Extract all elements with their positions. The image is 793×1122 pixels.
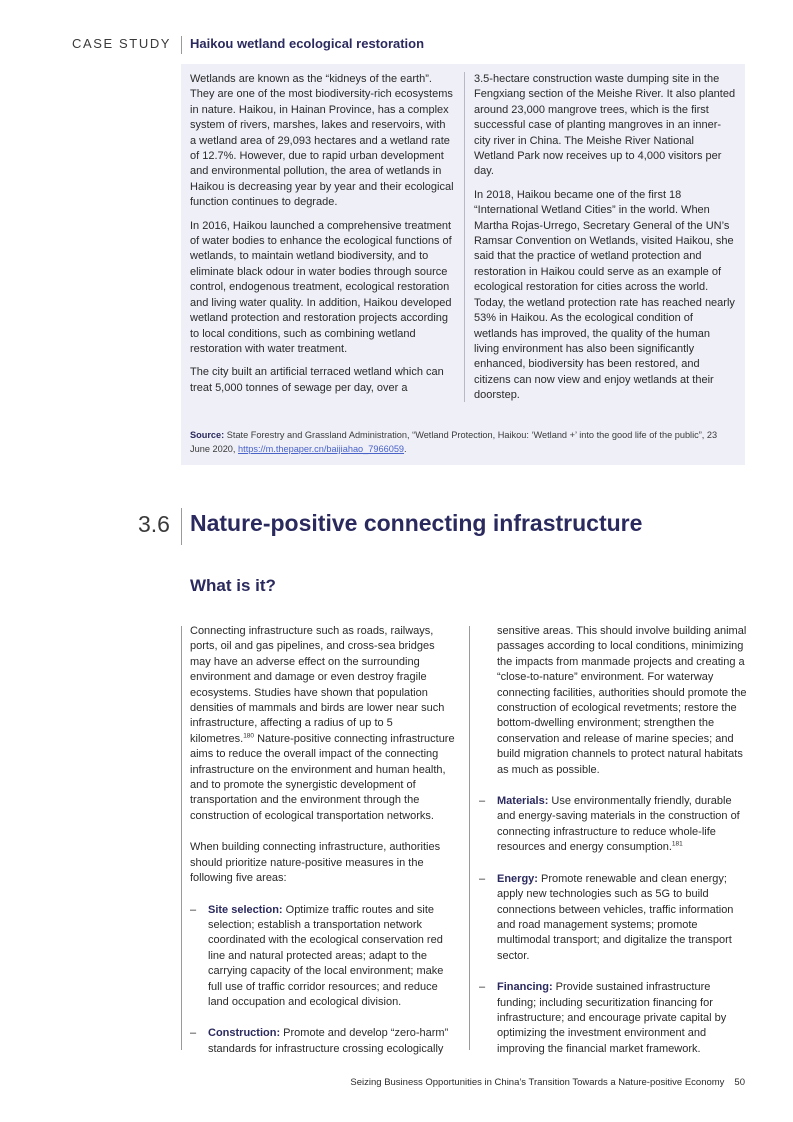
list-item-label: Materials: <box>497 795 549 808</box>
body-paragraph: When building connecting infrastructure, authorities should prioritize nature-positive measures in the following five areas: <box>190 841 441 885</box>
list-item-label: Construction: <box>208 1027 281 1040</box>
source-text: State Forestry and Grassland Administration, “Wetland Protection, Haikou: ‘Wetland +’ into the good life of the public”, 23 June 2020, <box>190 430 718 454</box>
list-item-energy <box>479 872 747 964</box>
section-subtitle: What is it? <box>190 576 276 595</box>
list-item-text: Provide sustained infrastructure funding; including securitization financing for infrastructure; and encourage private capital by optimizing the investment environment and improving the financial market framework. <box>497 981 727 1055</box>
case-study-paragraph: The city built an artificial terraced wetland which can treat 5,000 tonnes of sewage per day, over a <box>190 366 444 394</box>
page-number: 50 <box>734 1077 745 1088</box>
case-study-column-right <box>474 72 736 412</box>
dash-bullet: – <box>190 903 197 916</box>
section-number: 3.6 <box>138 511 170 537</box>
header-divider <box>181 36 182 54</box>
main-column-divider <box>469 626 470 1050</box>
case-study-column-divider <box>464 72 465 402</box>
dash-bullet: – <box>479 981 486 994</box>
main-column-right <box>479 624 747 1073</box>
list-item-financing <box>479 980 747 1057</box>
list-item-label: Financing: <box>497 981 553 994</box>
section-title: Nature-positive connecting infrastructure <box>190 510 643 536</box>
dash-bullet: – <box>190 1027 197 1040</box>
list-item-text: Use environmentally friendly, durable and energy-saving materials in the construction of connecting infrastructure to reduce whole-life resources and energy consumption. <box>497 795 740 854</box>
page-header <box>0 36 793 54</box>
case-study-paragraph: In 2018, Haikou became one of the first 18 “International Wetland Cities” in the world. When Martha Rojas-Urrego, Secretary General of the UN’s Ramsar Convention on Wetlands, visited Haikou, she said that the practice of wetland protection and restoration in Haikou could serve as an example of ecological restoration for cities across the world. Today, the wetland protection rate has reached nearly 53% in Haikou. As the ecological condition of wetlands has improved, the quality of the human living environment has also been significantly enhanced, biodiversity has been restored, and citizens can now view and enjoy wetlands at their doorstep. <box>474 188 735 402</box>
case-study-paragraph: 3.5-hectare construction waste dumping site in the Fengxiang section of the Meishe River. It also planted around 23,000 mangrove trees, which is the first successful case of planting mangroves in an inner-city river in China. The Meishe River National Wetland Park now receives up to 4,000 visitors per day. <box>474 73 736 178</box>
main-column-left <box>190 624 458 1073</box>
list-item-materials <box>479 794 747 856</box>
list-item-construction <box>190 1026 458 1057</box>
case-study-label: CASE STUDY <box>72 36 172 51</box>
list-item-construction-continued: sensitive areas. This should involve building animal passages according to local conditions, minimizing the impacts from manmade projects and creating a “close-to-nature” environment. For waterway connecting facilities, authorities should promote the construction of ecological revetments; restore the bottom-dwelling environment; strengthen the conservation and release of marine species; and build migration channels to protect natural habitats as much as possible. <box>497 625 747 776</box>
list-item-site-selection <box>190 903 458 1011</box>
list-item-label: Site selection: <box>208 903 283 916</box>
case-study-title: Haikou wetland ecological restoration <box>190 36 425 51</box>
body-text: Nature-positive connecting infrastructure aims to reduce the overall impact of the connecting infrastructure on the environment and human health, and to promote the synergistic development of transportation and the environment through the construction of ecological transportation networks. <box>190 732 455 822</box>
case-study-paragraph: In 2016, Haikou launched a comprehensive treatment of water bodies to enhance the ecological functions of wetlands, to maintain wetland biodiversity, and to eliminate black odour in water bodies through source control, endogenous treatment, ecological restoration and living water quality. In addition, Haikou developed wetland protection and restoration projects according to local conditions, such as combining wetland restoration with water treatment. <box>190 219 452 355</box>
left-margin-rule <box>181 626 182 1050</box>
footnote-ref: 180 <box>243 732 255 740</box>
case-study-box <box>181 64 745 465</box>
page-footer <box>350 1077 745 1088</box>
list-item-text: Promote and develop “zero-harm” standards for infrastructure crossing ecologically <box>208 1027 449 1055</box>
case-study-column-left <box>190 72 454 404</box>
case-study-source <box>190 428 738 456</box>
case-study-paragraph: Wetlands are known as the “kidneys of the earth”. They are one of the most biodiversity-rich ecosystems in nature. Haikou, in Hainan Province, has a complex system of rivers, marshes, lakes and reservoirs, with a wetland area of 29,093 hectares and a wetland rate of 12.7%. However, due to rapid urban development and environmental pollution, the area of wetlands in Haikou is decreasing year by year and their ecological function continues to degrade. <box>190 73 454 209</box>
list-item-label: Energy: <box>497 872 538 885</box>
footer-title: Seizing Business Opportunities in China’s Transition Towards a Nature-positive Economy <box>350 1077 725 1088</box>
footnote-ref: 181 <box>671 840 683 848</box>
body-paragraph <box>190 624 458 824</box>
body-text: Connecting infrastructure such as roads, railways, ports, oil and gas pipelines, and cross-sea bridges may have an adverse effect on the surrounding environment and damage or even destroy fragile ecosystems. Studies have shown that population densities of mammals and birds are lower near such infrastructure, affecting a radius of up to 5 kilometres. <box>190 625 445 745</box>
list-item-text: Promote renewable and clean energy; apply new technologies such as 5G to build connections between vehicles, traffic information and road management systems; promote multimodal transport; and digitalize the transport sector. <box>497 872 734 962</box>
dash-bullet: – <box>479 872 486 885</box>
source-label: Source: <box>190 430 225 440</box>
source-link[interactable]: https://m.thepaper.cn/baijiahao_7966059 <box>238 444 405 454</box>
section-divider <box>181 508 182 545</box>
dash-bullet: – <box>479 795 486 808</box>
source-end: . <box>404 444 407 454</box>
list-item-text: Optimize traffic routes and site selection; establish a transportation network coordinated with the ecological conservation red line and natural protected areas; adapt to the carrying capacity of the local environment; make full use of traffic corridor resources; and reduce land occupation and ecological division. <box>208 903 444 1008</box>
